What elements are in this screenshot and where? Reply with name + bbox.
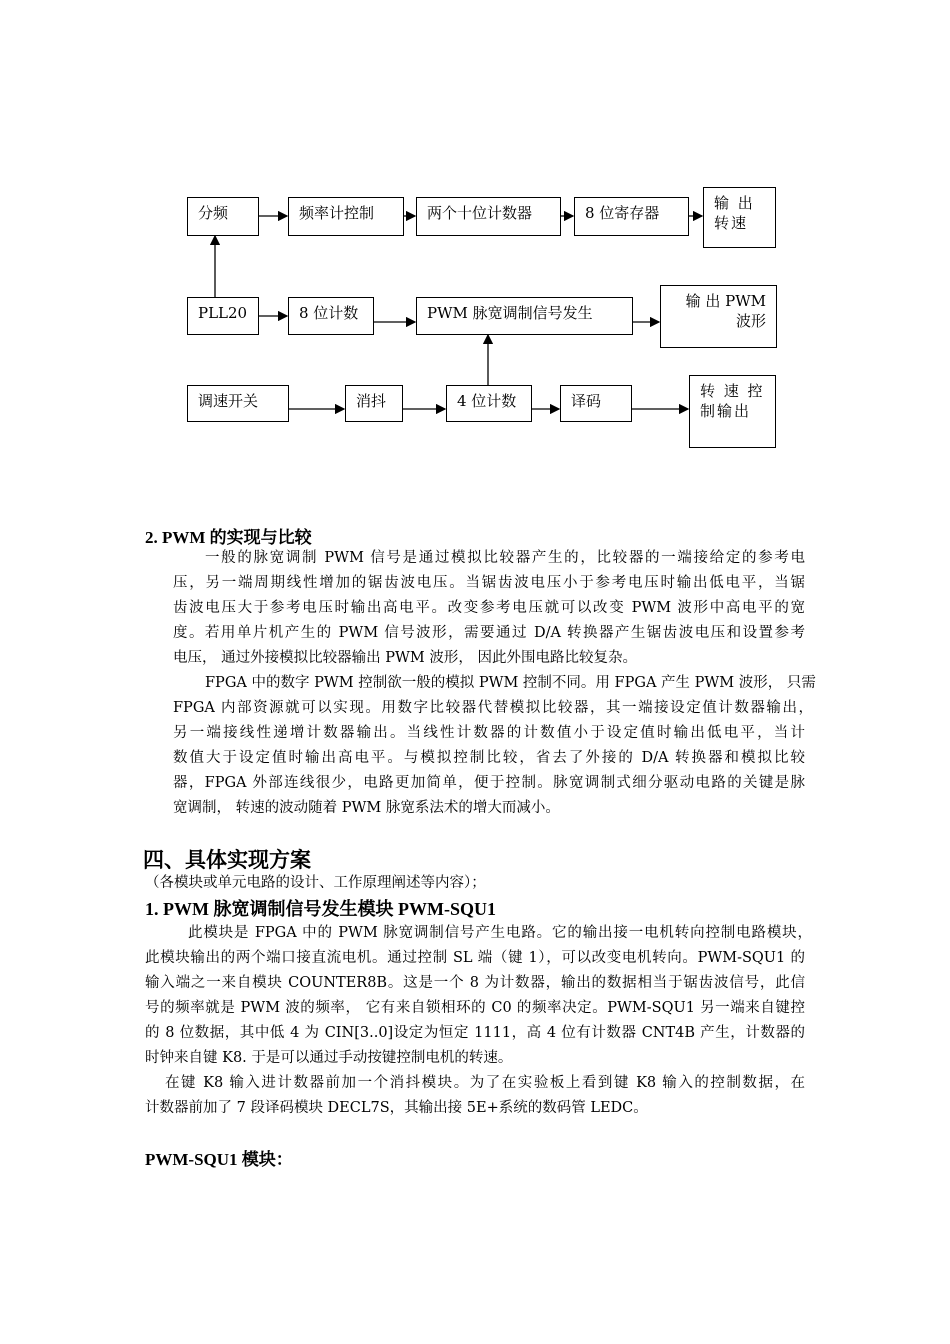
text-line: 的 8 位数据，其中低 4 为 CIN[3..0]设定为恒定 1111，高 4 位有计数器 CNT4B 产生，计数器的 (145, 1025, 805, 1041)
text-line: 压，另一端周期线性增加的锯齿波电压。当锯齿波电压小于参考电压时输出低电平，当锯 (173, 575, 805, 591)
block-divider: 分频 (187, 197, 259, 236)
text-line: 一般的脉宽调制 PWM 信号是通过模拟比较器产生的，比较器的一端接给定的参考电 (205, 550, 805, 566)
text-line: 在键 K8 输入进计数器前加一个消抖模块。为了在实验板上看到键 K8 输入的控制数据，在 (165, 1075, 805, 1091)
text-line: FPGA 中的数字 PWM 控制欲一般的模拟 PWM 控制不同。用 FPGA 产生 PWM 波形， 只需 (205, 675, 816, 691)
text-line: 输入端之一来自模块 COUNTER8B。这是一个 8 为计数器，输出的数据相当于锯齿波信号，此信 (145, 975, 805, 991)
block-output-pwm: 输 出 PWM 波形 (660, 285, 777, 348)
block-pll20: PLL20 (187, 297, 259, 335)
section-4-subtitle: （各模块或单元电路的设计、工作原理阐述等内容）； (145, 875, 486, 891)
text-line: FPGA 内部资源就可以实现。用数字比较器代替模拟比较器，其一端接设定值计数器输出， (173, 700, 813, 716)
section-2-heading: 2. PWM 的实现与比较 (145, 528, 312, 547)
text-line: 齿波电压大于参考电压时输出高电平。改变参考电压就可以改变 PWM 波形中高电平的宽 (173, 600, 805, 616)
block-speed-control-output: 转 速 控 制输出 (689, 375, 776, 448)
text-line: 电压， 通过外接模拟比较器输出 PWM 波形， 因此外围电路比较复杂。 (173, 650, 637, 666)
block-speed-switch: 调速开关 (187, 385, 289, 422)
module-label: PWM-SQU1 模块： (145, 1150, 293, 1169)
text-line: 另一端接线性递增计数器输出。当线性计数器的计数值小于设定值时输出低电平，当计 (173, 725, 805, 741)
block-decoder: 译码 (560, 385, 632, 422)
block-two-decimal-counters: 两个十位计数器 (416, 197, 561, 236)
text-line: 计数器前加了 7 段译码模块 DECL7S，其输出接 5E+系统的数码管 LEDC。 (145, 1100, 648, 1116)
text-line: 宽调制， 转速的波动随着 PWM 脉宽系法术的增大而减小。 (173, 800, 560, 816)
block-pwm-generator: PWM 脉宽调制信号发生 (416, 297, 633, 335)
text-line: 数值大于设定值时输出高电平。与模拟控制比较，省去了外接的 D/A 转换器和模拟比较 (173, 750, 805, 766)
block-4bit-counter: 4 位计数 (446, 385, 532, 422)
text-line: 此模块输出的两个端口接直流电机。通过控制 SL 端（键 1），可以改变电机转向。PWM-SQU1 的 (145, 950, 805, 966)
text-line: 器，FPGA 外部连线很少，电路更加简单，便于控制。脉宽调制式细分驱动电路的关键是脉 (173, 775, 805, 791)
text-line: 度。若用单片机产生的 PWM 信号波形，需要通过 D/A 转换器产生锯齿波电压和设置参考 (173, 625, 805, 641)
block-output-speed: 输 出 转速 (703, 187, 776, 248)
text-line: 此模块是 FPGA 中的 PWM 脉宽调制信号产生电路。它的输出接一电机转向控制电路模块， (188, 925, 812, 941)
text-line: 号的频率就是 PWM 波的频率， 它有来自锁相环的 C0 的频率决定。PWM-SQU1 另一端来自键控 (145, 1000, 805, 1016)
block-8bit-register: 8 位寄存器 (574, 197, 689, 236)
block-debounce: 消抖 (345, 385, 403, 422)
subsection-1-heading: 1. PWM 脉宽调制信号发生模块 PWM-SQU1 (145, 899, 496, 919)
section-4-heading: 四、具体实现方案 (143, 848, 311, 872)
block-8bit-counter: 8 位计数 (288, 297, 374, 335)
block-frequency-control: 频率计控制 (288, 197, 404, 236)
text-line: 时钟来自键 K8. 于是可以通过手动按键控制电机的转速。 (145, 1050, 513, 1066)
